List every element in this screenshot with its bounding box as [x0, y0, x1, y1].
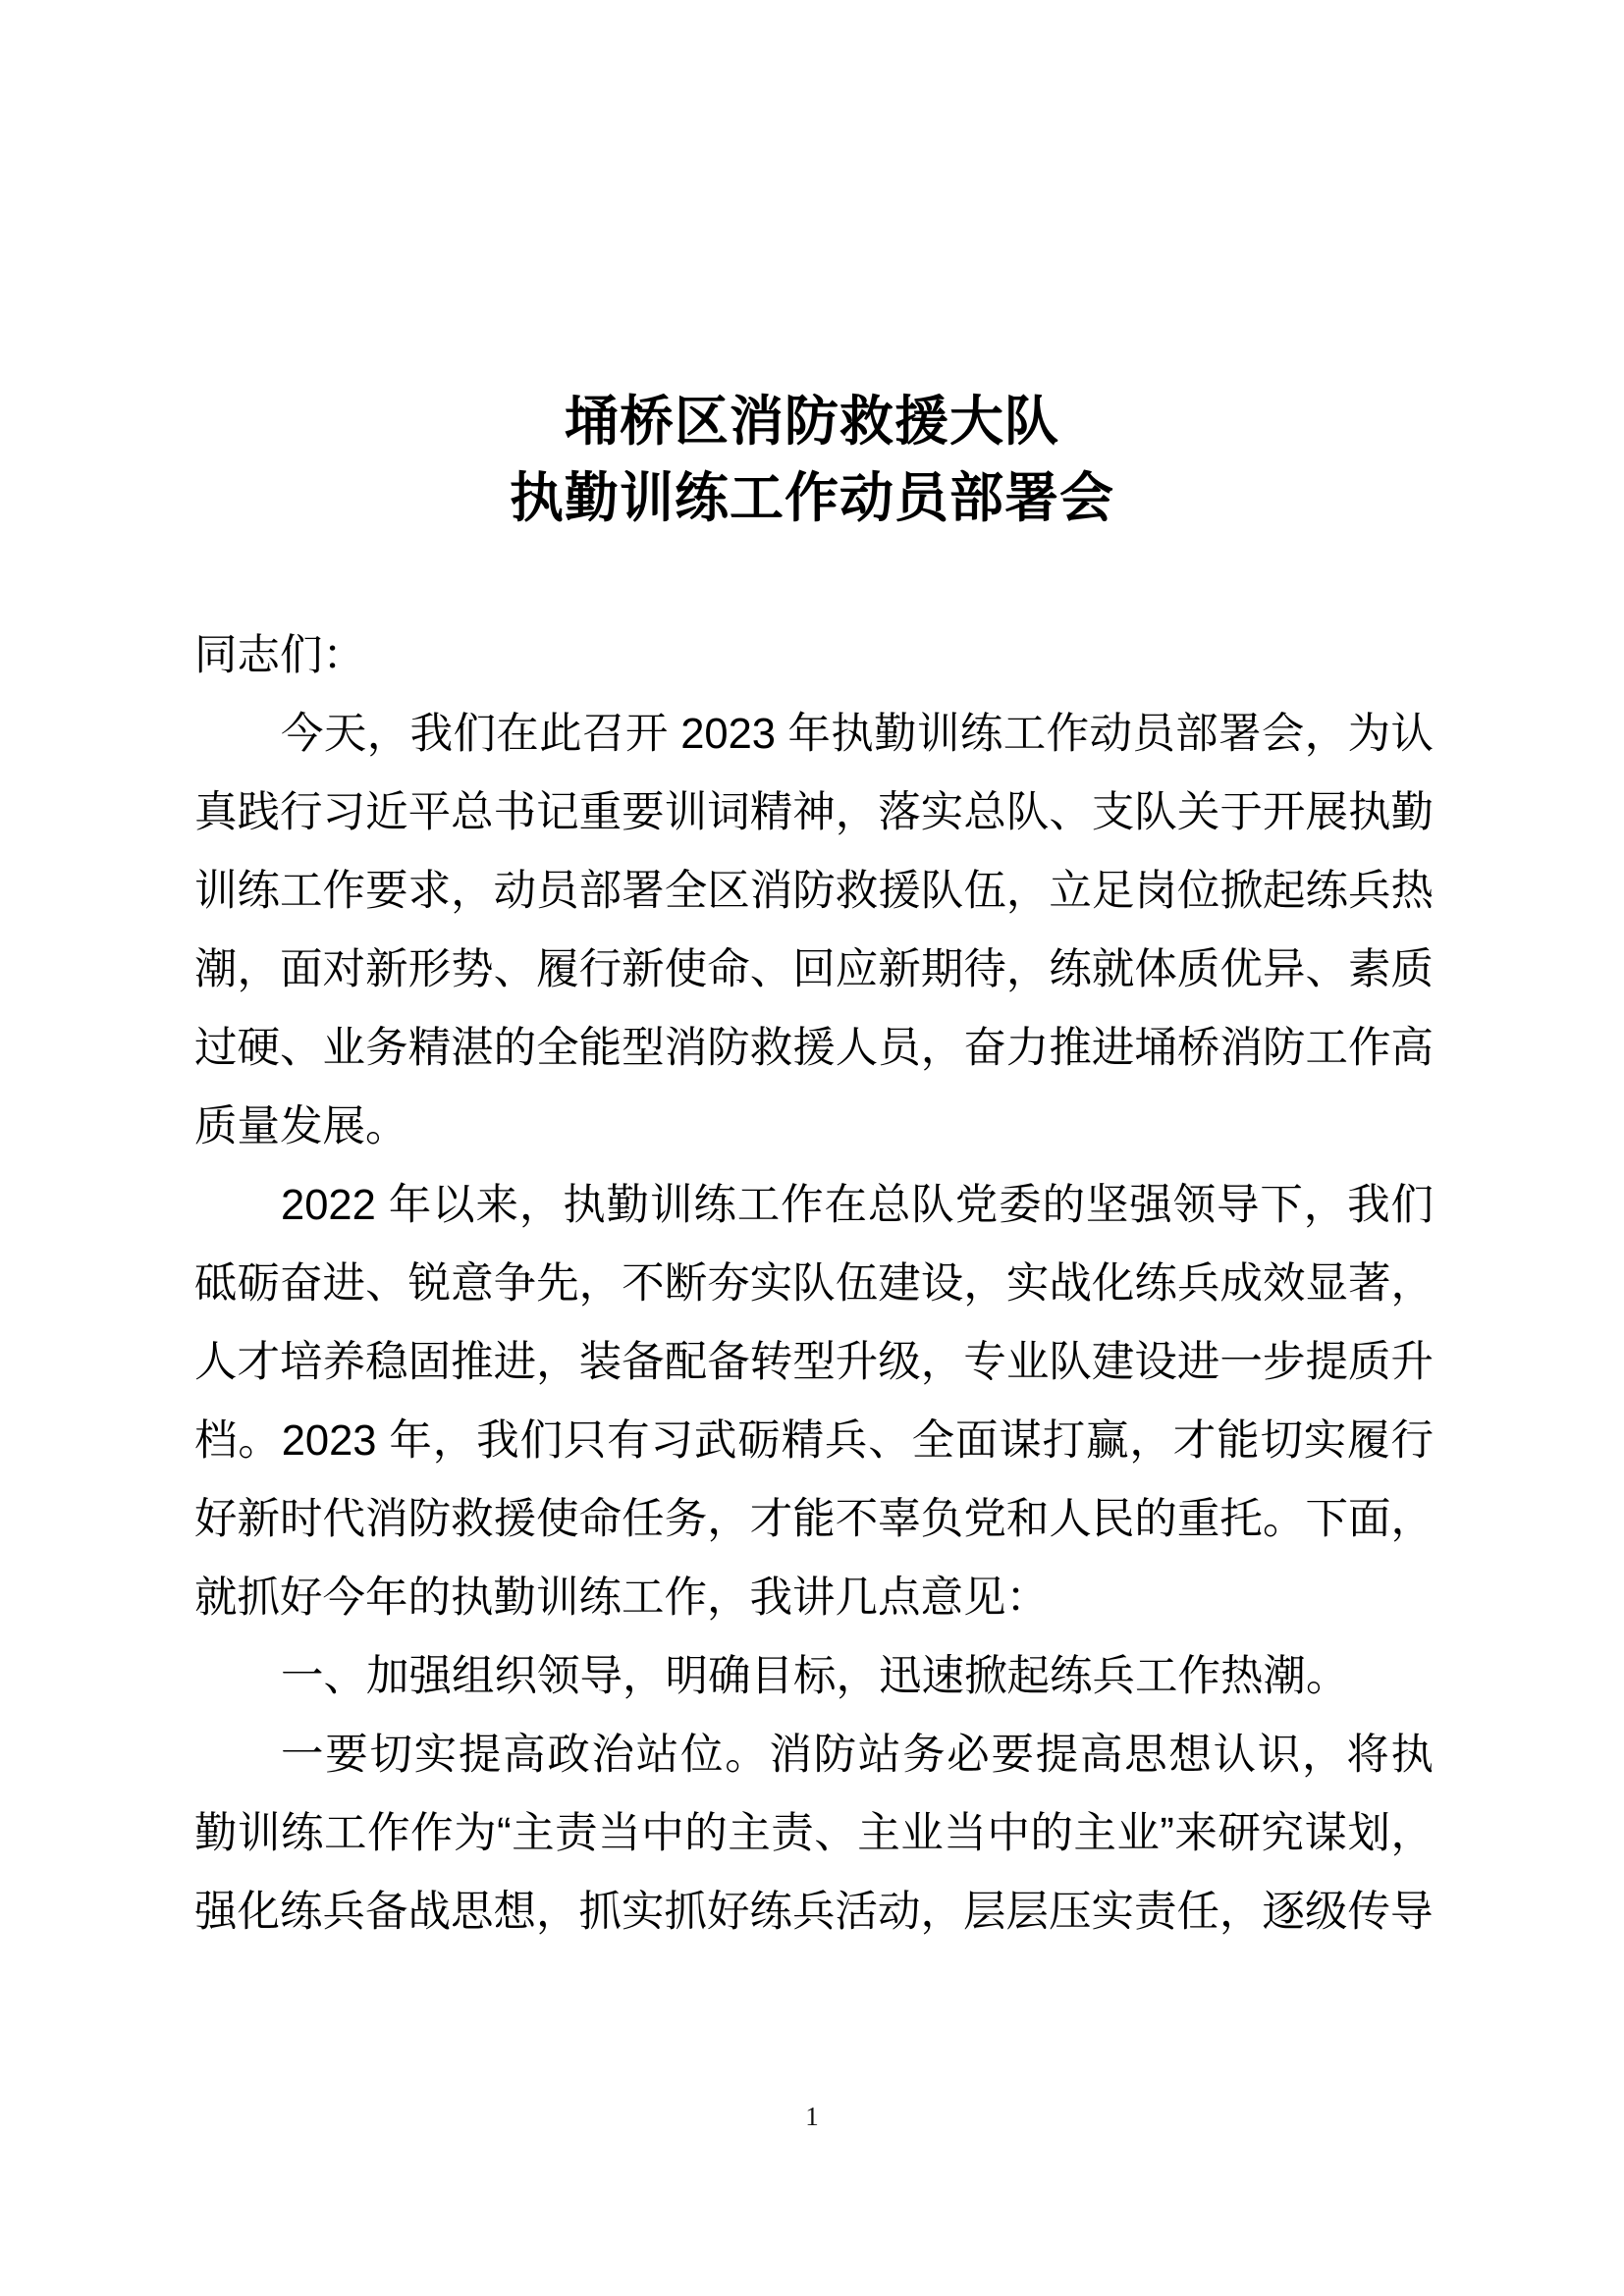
body-paragraph-1: 今天，我们在此召开 2023 年执勤训练工作动员部署会，为认真践行习近平总书记重要训词精神，落实总队、支队关于开展执勤训练工作要求，动员部署全区消防救援队伍，立足岗位掀起练兵热潮，面对新形势、履行新使命、回应新期待，练就体质优异、素质过硬、业务精湛的全能型消防救援人员，奋力推进埇桥消防工作高质量发展。 — [194, 711, 1434, 1150]
salutation: 同志们： — [194, 632, 365, 679]
page-title — [194, 383, 1430, 536]
title-line-2: 执勤训练工作动员部署会 — [509, 467, 1114, 528]
section-heading-1: 一、加强组织领导，明确目标，迅速掀起练兵工作热潮。 — [281, 1653, 1349, 1700]
page-number: 1 — [805, 2102, 819, 2131]
document-title — [194, 383, 1430, 536]
body-paragraph-3: 一要切实提高政治站位。消防站务必要提高思想认识，将执勤训练工作作为“主责当中的主责、主业当中的主业”来研究谋划，强化练兵备战思想，抓实抓好练兵活动，层层压实责任，逐级传导 — [194, 1732, 1434, 1936]
body-paragraph-2: 2022 年以来，执勤训练工作在总队党委的坚强领导下，我们砥砺奋进、锐意争先，不断夯实队伍建设，实战化练兵成效显著，人才培养稳固推进，装备配备转型升级，专业队建设进一步提质升档。2023 年，我们只有习武砺精兵、全面谋打赢，才能切实履行好新时代消防救援使命任务，才能不辜负党和人民的重托。下面，就抓好今年的执勤训练工作，我讲几点意见： — [194, 1182, 1434, 1622]
document-body — [194, 616, 1434, 1951]
title-line-1: 埇桥区消防救援大队 — [564, 391, 1059, 452]
